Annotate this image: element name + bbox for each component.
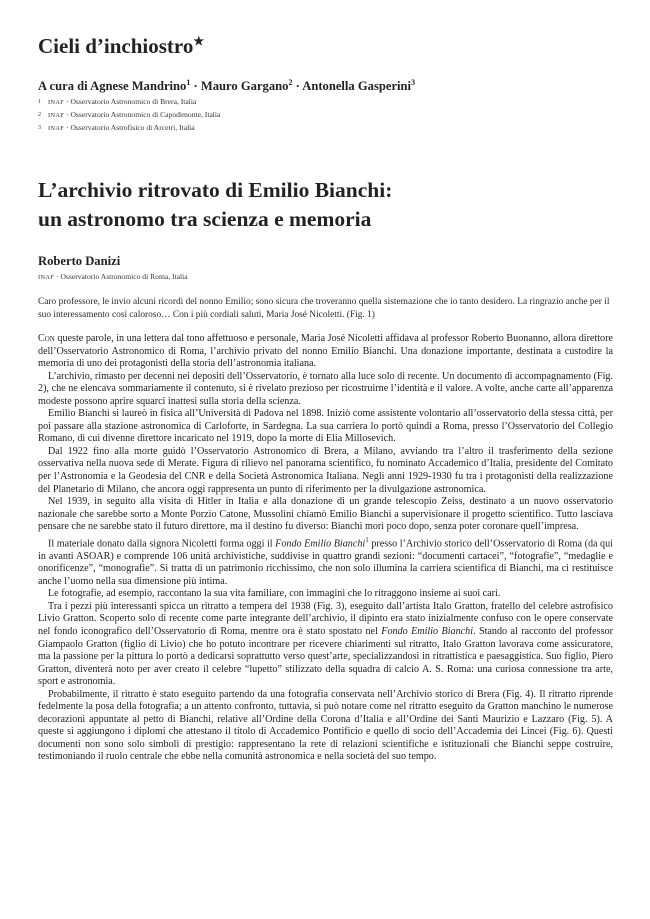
editor-marker: 3 (411, 78, 416, 87)
lead-in: Con (38, 333, 55, 344)
paragraph-text: presso l’Archivio storico dell’Osservatorio di Roma (da qui in avanti ASOAR) e comprende 106 unità archivistiche, suddivise in quattro grandi sezioni: “documenti cartacei”, “fotografie”, “medaglie e onorificenze”, “monografie”. Si tratta di un patrimonio ricchissimo, che non solo illumina la carriera scientifica di Bianchi, ma ci restituisce anche l’uomo nella sua dimensione più intima. (38, 538, 613, 587)
epigraph: Caro professore, le invio alcuni ricordi del nonno Emilio; sono sicura che troveranno quella sistemazione che io tanto desidero. La ringrazio anche per il suo interessamento così caloroso… Con i più cordiali saluti, Maria José Nicoletti. (Fig. 1) (38, 297, 610, 320)
paragraph-text: . Stando al racconto del professor Giampaolo Gratton (figlio di Livio) che ho potuto incontrare per ricevere chiarimenti sul ritratto, Italo Gratton lavorava come assicuratore, ma la passione per la pittura lo portò a dedicarsi soprattutto verso quest’arte, specializzandosi in ritrattistica e paesaggistica. Suo figlio, Piero Gratton, diventerà noto per aver creato il celebre “lupetto” stilizzato della squadra di calcio A. S. Roma: una curiosa connessione tra arte, sport e astronomia. (38, 625, 613, 688)
affiliation-text: · Osservatorio Astronomico di Capodimonte, Italia (64, 110, 221, 119)
affiliation-item (38, 96, 220, 109)
article-title (38, 176, 392, 234)
body-paragraph: Le fotografie, ad esempio, raccontano la sua vita familiare, con immagini che lo ritraggono insieme ai suoi cari. (48, 588, 501, 600)
body-paragraph: L’archivio, rimasto per decenni nei depositi dell’Osservatorio, è tornato alla luce solo di recente. Un documento di accompagnamento (Fig. 2), che ne elencava sommariamente il contenuto, si è rivelato prezioso per ricostruirne l’identità e il valore. A volte, anche carte all’apparenza modeste possono aprire squarci inattesi sulla storia della scienza. (38, 370, 613, 407)
star-icon: ★ (193, 34, 205, 48)
editor-marker: 1 (186, 78, 191, 87)
editor-name: Mauro Gargano (200, 79, 289, 94)
affiliation-number: 3 (38, 125, 41, 131)
series-title (38, 34, 204, 59)
affiliation-org: INAF (48, 125, 65, 132)
editors-line (38, 78, 415, 94)
affiliation-org: INAF (48, 112, 65, 119)
article-title-line: un astronomo tra scienza e memoria (38, 207, 372, 231)
body-paragraph (38, 534, 613, 589)
affiliation-text: · Osservatorio Astronomico di Brera, Italia (64, 97, 197, 106)
fund-name: Fondo Emilio Bianchi (275, 538, 366, 550)
body-paragraph: Emilio Bianchi si laureò in fisica all’Università di Padova nel 1898. Iniziò come assistente volontario all’osservatorio della stessa città, per poi passare alla stazione astronomica di Carloforte, in Sardegna. La sua carriera lo portò quindi a Roma, presso l’Osservatorio del Collegio Romano, di cui divenne direttore incaricato nel 1919, dopo la morte di Elia Millosevich. (38, 408, 613, 445)
author-affiliation (38, 272, 188, 281)
affiliation-number: 2 (38, 112, 41, 118)
paragraph-text: Tra i pezzi più interessanti spicca un ritratto a tempera del 1938 (Fig. 3), eseguito dall’artista Italo Gratton, fratello del celebre astrofisico Livio Gratton. Scoperto solo di recente come parte integrante dell’archivio, il dipinto era stato inizialmente confuso con le opere conservate nel fondo iconografico dell’Osservatorio di Roma, mentre ora è stato spostato nel (38, 600, 613, 637)
article-title-line: L’archivio ritrovato di Emilio Bianchi: (38, 178, 393, 202)
affiliation-org: INAF (48, 99, 65, 106)
editor-affiliations (38, 96, 220, 135)
editor-name: Antonella Gasperini (302, 79, 412, 94)
affiliation-item (38, 109, 220, 122)
body-paragraph (38, 333, 613, 371)
body-paragraph: Probabilmente, il ritratto è stato eseguito partendo da una fotografia conservata nell’Archivio storico di Brera (Fig. 4). Il ritratto riprende fedelmente la posa della fotografia; a un attento confronto, tuttavia, si può notare come nel ritratto eseguito da Gratton manchino le numerose decorazioni appuntate al petto di Bianchi, relative all’Ordine della Corona d’Italia e all’Ordine dei Santi Maurizio e Lazzaro (Fig. 5). A queste si aggiungono i diplomi che attestano il titolo di Accademico Pontificio e quello di socio dell’Accademia dei Lincei (Fig. 6). Questi documenti non sono solo simboli di prestigio: rappresentano la rete di relazioni scientifiche e istituzionali che Bianchi seppe costruire, testimoniando il ruolo centrale che ebbe nella comunità astronomica e nella società del suo tempo. (38, 688, 613, 763)
author-name: Roberto Danizi (38, 254, 121, 268)
editor-marker: 2 (288, 78, 293, 87)
series-title-text: Cieli d’inchiostro (38, 34, 194, 58)
footnote-marker: 1 (365, 535, 369, 544)
affiliation-text: · Osservatorio Astrofisico di Arcetri, Italia (64, 123, 195, 132)
editor-separator: · (190, 79, 201, 94)
fund-name: Fondo Emilio Bianchi (381, 625, 474, 637)
editor-name: Agnese Mandrino (90, 79, 187, 94)
editor-separator: · (292, 79, 303, 94)
author-affiliation-org: INAF (38, 274, 55, 281)
editors-prefix: A cura di (38, 79, 91, 94)
article-body (38, 333, 613, 764)
paragraph-text: queste parole, in una lettera dal tono affettuoso e personale, Maria José Nicoletti affidava al professor Roberto Buonanno, allora direttore dell’Osservatorio Astronomico di Roma, l’archivio privato del nonno Emilio Bianchi. Una donazione importante, destinata a custodire la memoria di uno dei protagonisti della storia dell’astronomia italiana. (38, 333, 613, 370)
body-paragraph: Nel 1939, in seguito alla visita di Hitler in Italia e alla donazione di un grande telescopio Zeiss, destinato a un nuovo osservatorio nazionale che sarebbe sorto a Monte Porzio Catone, Mussolini chiamò Emilio Bianchi a supervisionare il progetto scientifico. Tutto lasciava pensare che ne sarebbe stato il futuro direttore, ma il destino fu diverso: Bianchi morì poco dopo, senza poter coronare quell’impresa. (38, 496, 613, 533)
author-affiliation-text: · Osservatorio Astronomico di Roma, Italia (54, 272, 188, 281)
body-paragraph: Dal 1922 fino alla morte guidò l’Osservatorio Astronomico di Brera, a Milano, avviando tra l’altro il trasferimento della sezione osservativa nella nuova sede di Merate. Figura di rilievo nel panorama scientifico, fu nominato Accademico d’Italia, presidente del Comitato per l’Astronomia e la Geodesia del CNR e della Società Astronomica Italiana. Negli anni 1929-1930 fu tra i protagonisti della realizzazione del Planetario di Milano, che ancora oggi rappresenta un punto di riferimento per la divulgazione astronomica. (38, 445, 613, 495)
affiliation-number: 1 (38, 99, 41, 105)
affiliation-item (38, 122, 220, 135)
body-paragraph (38, 601, 613, 689)
paragraph-text: Il materiale donato dalla signora Nicoletti forma oggi il (48, 538, 276, 550)
